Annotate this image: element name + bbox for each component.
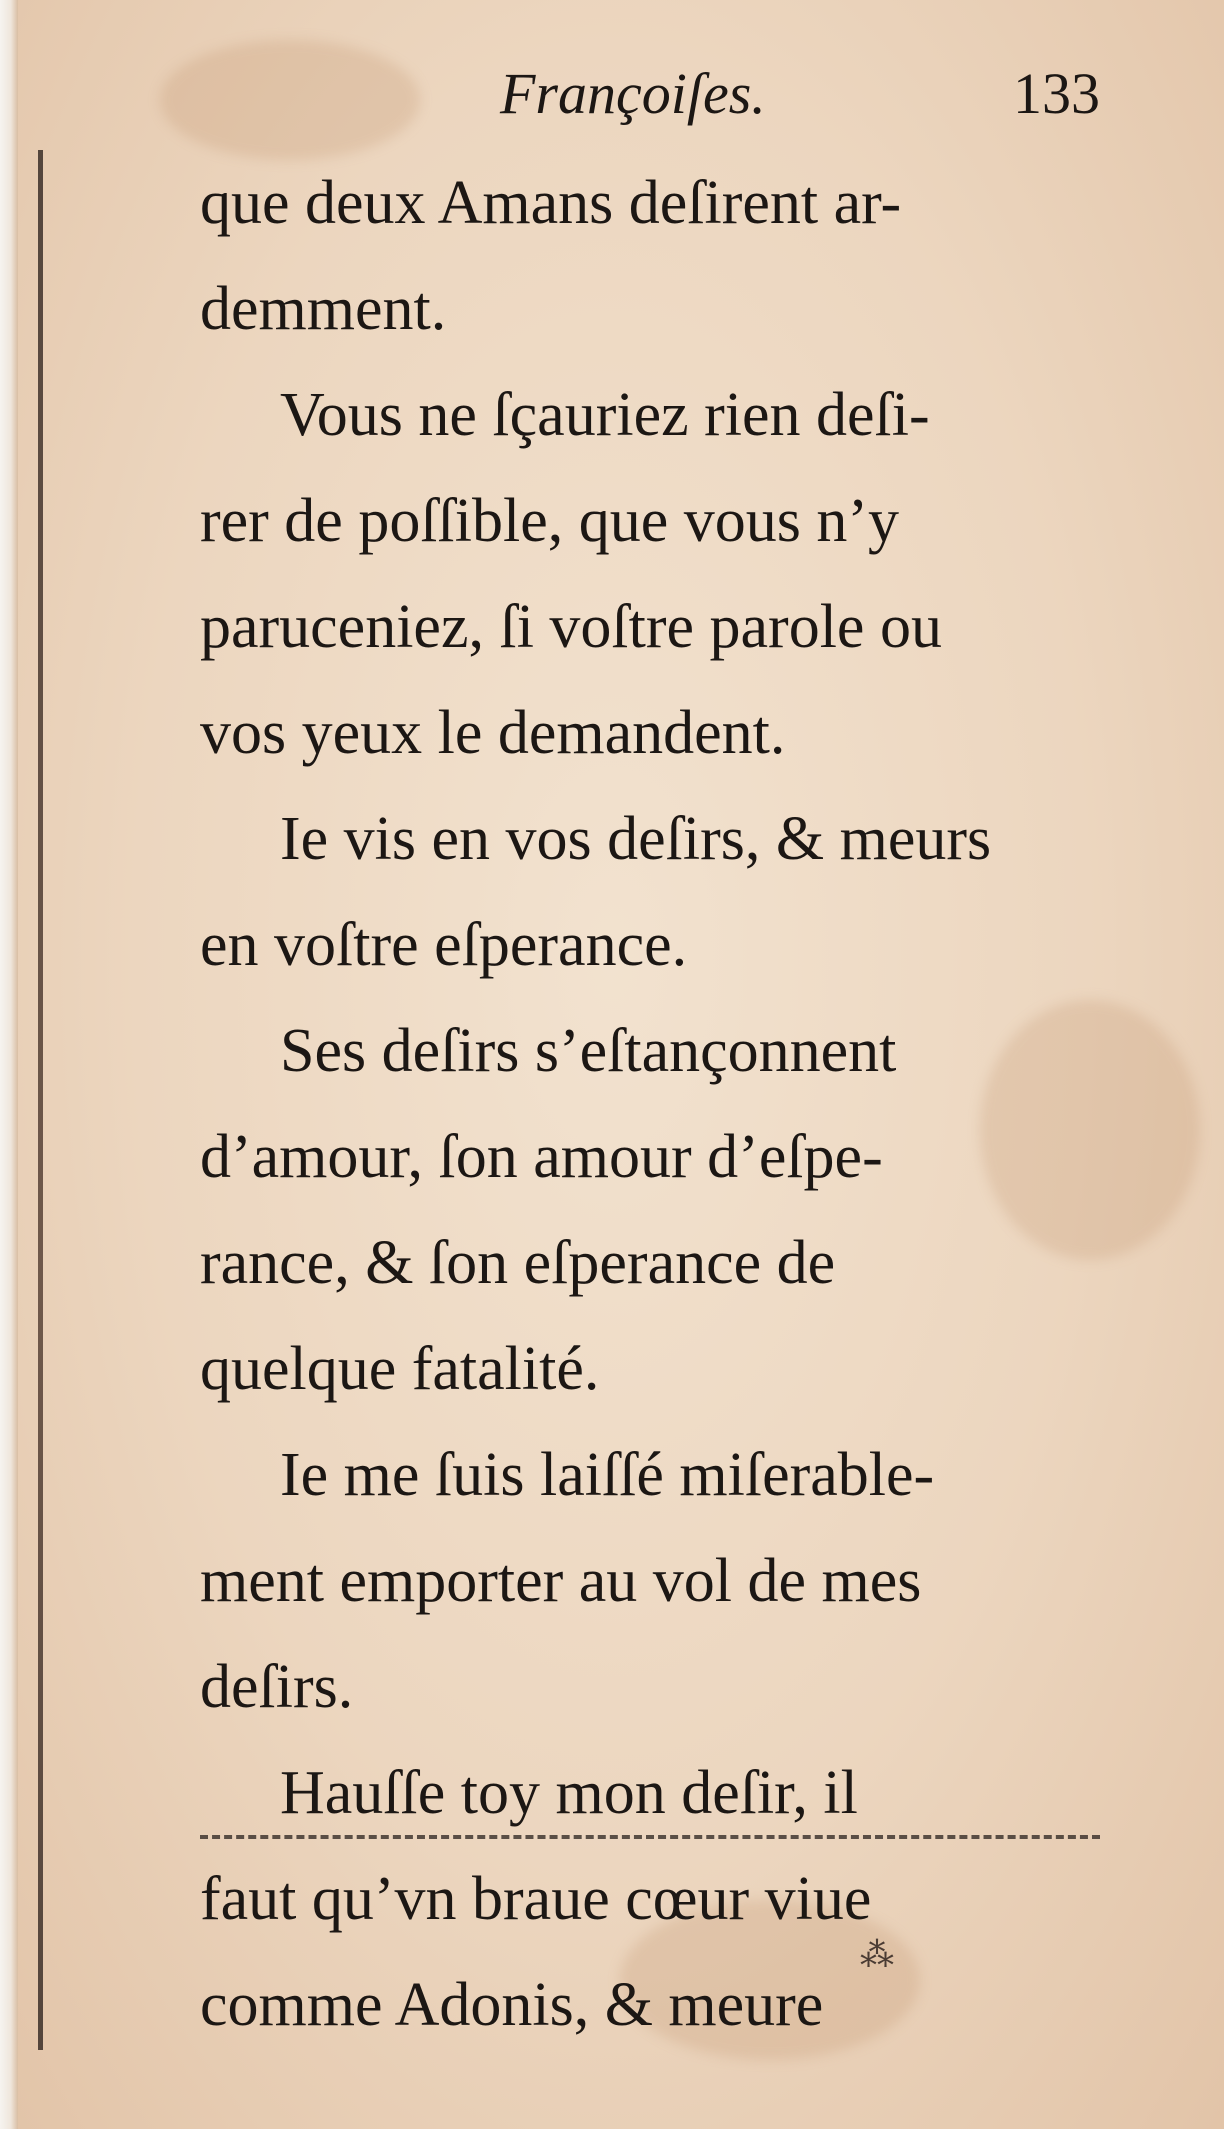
text-line: vos yeux le demandent. bbox=[200, 699, 786, 767]
text-line: Ie me ſuis laiſſé miſerable- bbox=[280, 1441, 935, 1509]
bottom-rule bbox=[200, 1835, 1100, 1839]
page-header bbox=[200, 60, 1120, 150]
text-line: quelque fatalité. bbox=[200, 1335, 600, 1403]
text-line: paruceniez, ſi voſtre parole ou bbox=[200, 593, 942, 661]
text-line: Ses deſirs s’eſtançonnent bbox=[280, 1017, 897, 1085]
text-line: en voſtre eſperance. bbox=[200, 911, 688, 979]
text-line: rer de poſſible, que vous n’y bbox=[200, 487, 900, 555]
page-edge bbox=[0, 0, 18, 2129]
body-text bbox=[200, 150, 1120, 2058]
text-line: Hauſſe toy mon deſir, il bbox=[280, 1759, 858, 1827]
text-line: comme Adonis, & meure bbox=[200, 1971, 824, 2039]
page-number: 133 bbox=[1013, 61, 1100, 126]
text-line: ment emporter au vol de mes bbox=[200, 1547, 922, 1615]
text-line: rance, & ſon eſperance de bbox=[200, 1229, 836, 1297]
gutter-shadow bbox=[38, 150, 43, 2050]
text-line: Ie vis en vos deſirs, & meurs bbox=[280, 805, 992, 873]
ink-speck: ⁂ bbox=[860, 1937, 894, 1974]
text-line: d’amour, ſon amour d’eſpe- bbox=[200, 1123, 883, 1191]
text-line: que deux Amans deſirent ar- bbox=[200, 169, 902, 237]
text-line: deſirs. bbox=[200, 1653, 354, 1721]
text-line: demment. bbox=[200, 275, 447, 343]
running-head: Françoiſes. bbox=[500, 61, 766, 126]
text-line: faut qu’vn braue cœur viue bbox=[200, 1865, 872, 1933]
text-line: Vous ne ſçauriez rien deſi- bbox=[280, 381, 930, 449]
